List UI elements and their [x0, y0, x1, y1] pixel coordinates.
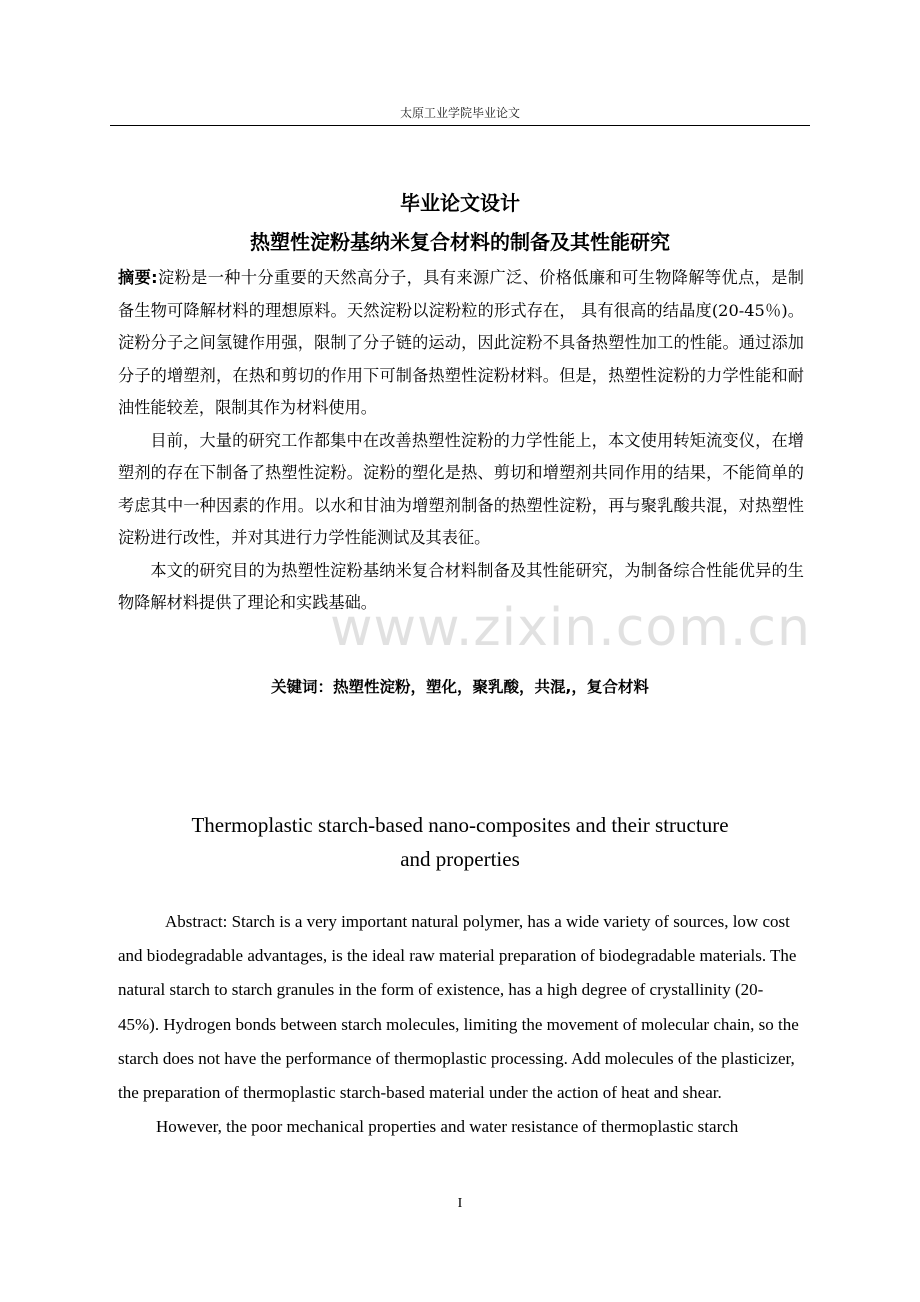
abstract-paragraph-1 [118, 262, 804, 425]
english-title [140, 808, 780, 876]
page-number: I [457, 1196, 463, 1211]
english-abstract-paragraph-2: However, the poor mechanical properties and water resistance of thermoplastic starch [156, 1117, 739, 1137]
keywords-line: 关键词：热塑性淀粉，塑化，聚乳酸，共混,，复合材料 [271, 678, 649, 696]
english-abstract [118, 905, 804, 1144]
running-header: 太原工业学院毕业论文 [399, 106, 520, 120]
abstract-label: 摘要: [118, 268, 158, 287]
abstract-paragraph-3: 本文的研究目的为热塑性淀粉基纳米复合材料制备及其性能研究，为制备综合性能优异的生物降解材料提供了理论和实践基础。 [118, 560, 804, 612]
abstract-paragraph-2: 目前，大量的研究工作都集中在改善热塑性淀粉的力学性能上，本文使用转矩流变仪，在增塑剂的存在下制备了热塑性淀粉。淀粉的塑化是热、剪切和增塑剂共同作用的结果，不能简单的考虑其中一种因素的作用。以水和甘油为增塑剂制备的热塑性淀粉，再与聚乳酸共混，对热塑性淀粉进行改性，并对其进行力学性能测试及其表征。 [118, 430, 804, 547]
header-rule [110, 125, 810, 126]
english-title-line-2: and properties [400, 847, 520, 871]
abstract-text-1: 淀粉是一种十分重要的天然高分子，具有来源广泛、价格低廉和可生物降解等优点，是制备生物可降解材料的理想原料。天然淀粉以淀粉粒的形式存在， 具有很高的结晶度(20-45％)。淀粉分子之间氢键作用强，限制了分子链的运动，因此淀粉不具备热塑性加工的性能。通过添加分子的增塑剂，在热和剪切的作用下可制备热塑性淀粉材料。但是，热塑性淀粉的力学性能和耐油性能较差，限制其作为材料使用。 [118, 268, 804, 417]
english-title-line-1: Thermoplastic starch-based nano-composites and their structure [191, 813, 729, 837]
thesis-design-title: 毕业论文设计 [400, 191, 520, 215]
thesis-main-title: 热塑性淀粉基纳米复合材料的制备及其性能研究 [250, 230, 670, 254]
watermark: www.zixin.com.cn [330, 598, 811, 658]
english-abstract-paragraph-1: Abstract: Starch is a very important natural polymer, has a wide variety of sources, low cost and biodegradable advantages, is the ideal raw material preparation of biodegradable materials. The natural starch to starch granules in the form of existence, has a high degree of crystallinity (20-45%). Hydrogen bonds between starch molecules, limiting the movement of molecular chain, so the starch does not have the performance of thermoplastic processing. Add molecules of the plasticizer, the preparation of thermoplastic starch-based material under the action of heat and shear. [118, 912, 799, 1103]
chinese-abstract [118, 262, 804, 620]
